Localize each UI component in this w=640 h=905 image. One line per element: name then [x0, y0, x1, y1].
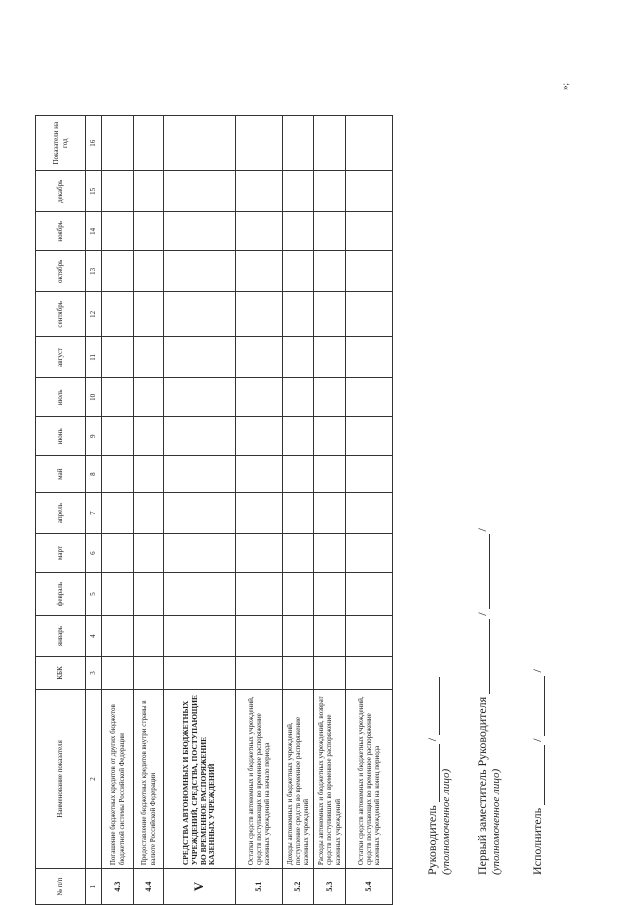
empty-cell: [314, 456, 346, 493]
column-number: 6: [86, 534, 102, 573]
empty-cell: [102, 337, 134, 378]
row-name: Расходы автономных и бюджетных учреждений, возврат средств поступивших во временное распоряжение казенных учреждений: [314, 689, 346, 868]
empty-cell: [236, 212, 283, 251]
empty-cell: [314, 212, 346, 251]
empty-cell: [134, 337, 164, 378]
empty-cell: [346, 456, 393, 493]
empty-cell: [346, 337, 393, 378]
empty-cell: [164, 292, 236, 337]
empty-cell: [346, 616, 393, 657]
signature-separator: /: [475, 528, 489, 532]
column-number: 9: [86, 417, 102, 456]
empty-cell: [102, 171, 134, 212]
empty-cell: [164, 534, 236, 573]
header-cell: август: [36, 337, 86, 378]
header-cell: октябрь: [36, 251, 86, 292]
empty-cell: [134, 116, 164, 171]
signature-executor: [530, 669, 545, 875]
section-code: V: [164, 869, 236, 905]
column-number: 12: [86, 292, 102, 337]
empty-cell: [236, 171, 283, 212]
empty-cell: [283, 417, 314, 456]
row-name: Остатки средств автономных и бюджетных учреждений, средств поступающих во временное распоряжение казенных учреждений на конец периода: [346, 689, 393, 868]
header-cell: ноябрь: [36, 212, 86, 251]
empty-cell: [283, 378, 314, 417]
table-row: [236, 116, 283, 905]
empty-cell: [164, 212, 236, 251]
empty-cell: [236, 657, 283, 690]
empty-cell: [236, 616, 283, 657]
empty-cell: [283, 337, 314, 378]
table-row: [314, 116, 346, 905]
signature-separator: /: [475, 612, 489, 616]
empty-cell: [134, 456, 164, 493]
empty-cell: [236, 337, 283, 378]
empty-cell: [314, 657, 346, 690]
empty-cell: [164, 378, 236, 417]
empty-cell: [314, 378, 346, 417]
column-number: 11: [86, 337, 102, 378]
column-number: 15: [86, 171, 102, 212]
column-number: 1: [86, 869, 102, 905]
empty-cell: [346, 212, 393, 251]
row-name: Предоставление бюджетных кредитов внутри страны в валюте Российской Федерации: [134, 689, 164, 868]
empty-cell: [134, 573, 164, 616]
empty-cell: [346, 116, 393, 171]
header-cell: февраль: [36, 573, 86, 616]
empty-cell: [236, 116, 283, 171]
empty-cell: [314, 292, 346, 337]
empty-cell: [102, 378, 134, 417]
row-code: 5.1: [236, 869, 283, 905]
row-name: Доходы автономных и бюджетных учреждений, поступление средств во временное распоряжение казенных учреждений: [283, 689, 314, 868]
name-line: [427, 677, 440, 735]
empty-cell: [134, 171, 164, 212]
signature-sublabel: (уполномоченное лицо): [440, 768, 452, 875]
empty-cell: [346, 534, 393, 573]
row-name: Остатки средств автономных и бюджетных учреждений, средств поступающих во временное распоряжение казенных учреждений на начало периода: [236, 689, 283, 868]
signature-separator: /: [530, 738, 544, 742]
empty-cell: [102, 292, 134, 337]
empty-cell: [314, 171, 346, 212]
header-cell: декабрь: [36, 171, 86, 212]
header-cell: апрель: [36, 493, 86, 534]
column-number: 7: [86, 493, 102, 534]
rotated-form-sheet: [35, 65, 595, 905]
empty-cell: [134, 616, 164, 657]
table-row: [134, 116, 164, 905]
signature-first-deputy: [475, 528, 502, 875]
empty-cell: [102, 616, 134, 657]
empty-cell: [164, 251, 236, 292]
empty-cell: [102, 573, 134, 616]
header-cell: июнь: [36, 417, 86, 456]
signature-label: Исполнитель: [530, 807, 544, 875]
column-number: 13: [86, 251, 102, 292]
column-number: 8: [86, 456, 102, 493]
section-name: СРЕДСТВА АВТОНОМНЫХ И БЮДЖЕТНЫХ УЧРЕЖДЕНИЙ, СРЕДСТВА, ПОСТУПАЮЩИЕ ВО ВРЕМЕННОЕ РАСПОРЯЖЕНИЕ КАЗЕННЫХ УЧРЕЖДЕНИЙ: [164, 689, 236, 868]
signature-separator: /: [425, 737, 439, 742]
empty-cell: [164, 493, 236, 534]
column-number: 16: [86, 116, 102, 171]
empty-cell: [236, 417, 283, 456]
table-row: [283, 116, 314, 905]
row-code: 5.4: [346, 869, 393, 905]
row-code: 4.4: [134, 869, 164, 905]
empty-cell: [102, 116, 134, 171]
signature-separator: /: [530, 669, 544, 673]
empty-cell: [283, 251, 314, 292]
empty-cell: [283, 657, 314, 690]
empty-cell: [236, 292, 283, 337]
empty-cell: [236, 534, 283, 573]
header-cell: январь: [36, 616, 86, 657]
table-row: [164, 116, 236, 905]
empty-cell: [283, 171, 314, 212]
header-cell: № п/п: [36, 869, 86, 905]
name-line: [477, 534, 490, 609]
empty-cell: [236, 573, 283, 616]
empty-cell: [134, 534, 164, 573]
table-row: [346, 116, 393, 905]
empty-cell: [134, 417, 164, 456]
signature-line: [532, 745, 545, 805]
header-cell: май: [36, 456, 86, 493]
empty-cell: [164, 171, 236, 212]
empty-cell: [283, 116, 314, 171]
empty-cell: [314, 616, 346, 657]
empty-cell: [346, 417, 393, 456]
column-number: 3: [86, 657, 102, 690]
empty-cell: [134, 251, 164, 292]
signature-sublabel: (уполномоченное лицо): [490, 768, 502, 875]
column-number-row: [86, 116, 102, 905]
signature-label: Первый заместитель Руководителя: [475, 696, 489, 875]
empty-cell: [314, 337, 346, 378]
empty-cell: [314, 417, 346, 456]
empty-cell: [346, 378, 393, 417]
header-cell: март: [36, 534, 86, 573]
signature-head: [425, 677, 452, 875]
column-number: 4: [86, 616, 102, 657]
row-name: Погашение бюджетных кредитов от других бюджетов бюджетной системы Российской Федерации: [102, 689, 134, 868]
empty-cell: [314, 251, 346, 292]
empty-cell: [134, 212, 164, 251]
empty-cell: [346, 171, 393, 212]
column-number: 10: [86, 378, 102, 417]
header-cell: Наименование показателя: [36, 689, 86, 868]
empty-cell: [314, 116, 346, 171]
empty-cell: [164, 417, 236, 456]
empty-cell: [134, 493, 164, 534]
column-number: 5: [86, 573, 102, 616]
empty-cell: [236, 251, 283, 292]
empty-cell: [283, 573, 314, 616]
row-code: 4.3: [102, 869, 134, 905]
empty-cell: [102, 534, 134, 573]
empty-cell: [314, 493, 346, 534]
row-code: 5.3: [314, 869, 346, 905]
column-number: 2: [86, 689, 102, 868]
name-line: [532, 676, 545, 736]
empty-cell: [283, 456, 314, 493]
empty-cell: [346, 251, 393, 292]
signature-line: [427, 744, 440, 802]
header-cell: КБК: [36, 657, 86, 690]
empty-cell: [102, 657, 134, 690]
empty-cell: [164, 116, 236, 171]
empty-cell: [164, 456, 236, 493]
empty-cell: [102, 493, 134, 534]
empty-cell: [164, 337, 236, 378]
empty-cell: [236, 493, 283, 534]
empty-cell: [134, 378, 164, 417]
empty-cell: [102, 212, 134, 251]
signature-line: [477, 619, 490, 694]
signature-label: Руководитель: [425, 805, 439, 875]
empty-cell: [283, 493, 314, 534]
cash-plan-table: [35, 115, 393, 905]
empty-cell: [236, 456, 283, 493]
empty-cell: [283, 212, 314, 251]
column-number: 14: [86, 212, 102, 251]
empty-cell: [102, 456, 134, 493]
empty-cell: [164, 657, 236, 690]
empty-cell: [102, 417, 134, 456]
empty-cell: [283, 616, 314, 657]
page-mark: »;: [560, 82, 570, 90]
empty-cell: [346, 573, 393, 616]
empty-cell: [164, 573, 236, 616]
empty-cell: [314, 573, 346, 616]
empty-cell: [134, 657, 164, 690]
empty-cell: [346, 292, 393, 337]
empty-cell: [236, 378, 283, 417]
empty-cell: [134, 292, 164, 337]
empty-cell: [164, 616, 236, 657]
empty-cell: [346, 657, 393, 690]
empty-cell: [346, 493, 393, 534]
header-cell: июль: [36, 378, 86, 417]
row-code: 5.2: [283, 869, 314, 905]
header-cell: сентябрь: [36, 292, 86, 337]
empty-cell: [102, 251, 134, 292]
table-row: [102, 116, 134, 905]
empty-cell: [314, 534, 346, 573]
empty-cell: [283, 534, 314, 573]
header-row: [36, 116, 86, 905]
empty-cell: [283, 292, 314, 337]
header-cell: Показатели на год: [36, 116, 86, 171]
